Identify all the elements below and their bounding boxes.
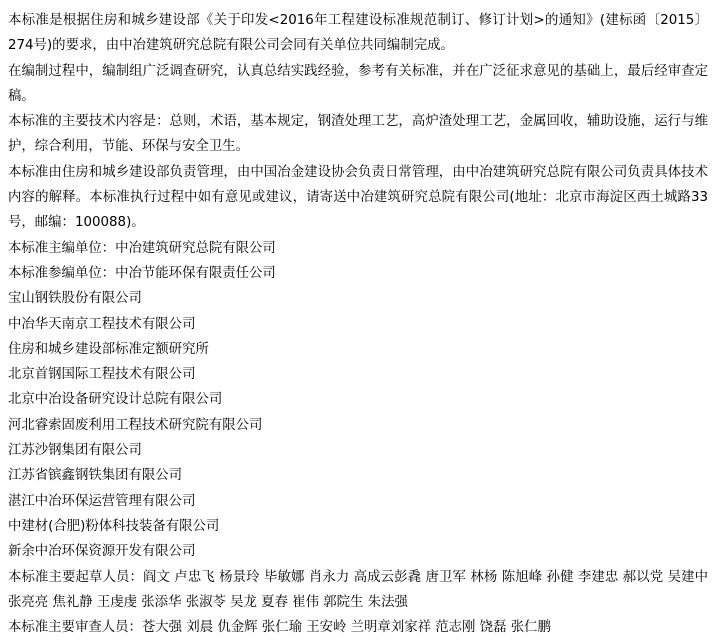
unit-list-item: 中冶华天南京工程技术有限公司 [8, 316, 196, 332]
main-drafters-paragraph: 本标准主要起草人员：阎文 卢忠飞 杨景玲 毕敏娜 肖永力 高成云彭毳 唐卫军 林杨 陈旭峰 孙健 李建忠 郝以党 吴建中 张亮亮 焦礼静 王虔虔 张添华 张淑苓 吴龙 夏春 崔伟 郭院生 朱法强 [8, 569, 708, 610]
unit-list-item: 江苏沙钢集团有限公司 [8, 443, 142, 459]
unit-list-item: 住房和城乡建设部标准定额研究所 [8, 341, 209, 357]
main-reviewers-paragraph: 本标准主要审查人员：苍大强 刘晨 仇金辉 张仁瑜 王安岭 兰明章刘家祥 范志刚 饶磊 张仁鹏 [8, 620, 551, 636]
unit-list-item: 北京中冶设备研究设计总院有限公司 [8, 392, 223, 408]
unit-list-item: 北京首钢国际工程技术有限公司 [8, 367, 196, 383]
unit-list-item: 湛江中冶环保运营管理有限公司 [8, 493, 196, 509]
unit-list-item: 宝山钢铁股份有限公司 [8, 291, 142, 307]
chief-editing-unit-line: 本标准主编单位：中冶建筑研究总院有限公司 [8, 240, 276, 256]
paragraph-1: 本标准是根据住房和城乡建设部《关于印发<2016年工程建设标准规范制订、修订计划>的通知》(建标函〔2015〕274号)的要求，由中冶建筑研究总院有限公司会同有关单位共同编制完成。 [8, 13, 708, 54]
unit-list-item: 新余中冶环保资源开发有限公司 [8, 544, 196, 560]
participating-unit-line: 本标准参编单位：中冶节能环保有限责任公司 [8, 265, 276, 281]
paragraph-3: 本标准的主要技术内容是：总则，术语，基本规定，钢渣处理工艺，高炉渣处理工艺，金属回收，辅助设施，运行与维护，综合利用，节能、环保与安全卫生。 [8, 114, 708, 155]
paragraph-2: 在编制过程中，编制组广泛调查研究，认真总结实践经验，参考有关标准，并在广泛征求意见的基础上，最后经审查定稿。 [8, 63, 708, 104]
unit-list-item: 中建材(合肥)粉体科技装备有限公司 [8, 518, 220, 534]
paragraph-4: 本标准由住房和城乡建设部负责管理，由中国冶金建设协会负责日常管理，由中冶建筑研究总院有限公司负责具体技术内容的解释。本标准执行过程中如有意见或建议，请寄送中冶建筑研究总院有限公司(地址：北京市海淀区西土城路33号，邮编：100088)。 [8, 164, 708, 231]
unit-list-item: 江苏省镔鑫钢铁集团有限公司 [8, 468, 183, 484]
unit-list-item: 河北睿索固废利用工程技术研究院有限公司 [8, 417, 263, 433]
